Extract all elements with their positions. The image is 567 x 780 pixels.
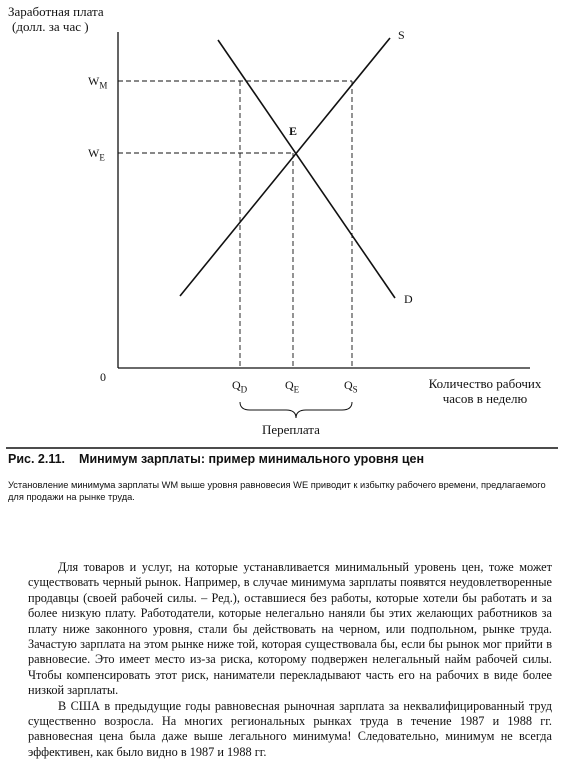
x-axis-label-line2: часов в неделю bbox=[442, 391, 528, 406]
paragraph-1: Для товаров и услуг, на которые устанавливается минимальный уровень цен, тоже может существовать черный рынок. Например, в случае минимума зарплаты появятся неудовлетворенные продавцы (своей рабочей силы. – Ред.), оставшиеся без работы, которые хотели бы работать и за более низкую плату. Работодатели, которые нелегально наняли бы этих желающих работников за плату ниже законного уровня, стали бы действовать на черном, или подпольном, рынке труда. Зачастую зарплата на этом рынке ниже той, которая существовала бы, если бы рынок мог прийти в равновесие. Это имеет место из-за риска, которому подвержен нелегальный найм рабочей силы. Чтобы компенсировать этот риск, наниматели перекладывают часть его на рабочих в виде более низкой зарплаты. bbox=[28, 560, 552, 698]
wm-tick-label: $W_M$ bbox=[88, 74, 108, 91]
equilibrium-label: E bbox=[289, 124, 298, 138]
y-axis-label bbox=[8, 4, 104, 34]
figure-title: Минимум зарплаты: пример минимального уровня цен bbox=[79, 452, 425, 466]
figure-caption-text: Установление минимума зарплаты WM выше уровня равновесия WE приводит к избытку рабочего времени, предлагаемого для продажи на рынке труда. bbox=[8, 480, 546, 502]
qd-tick-label: $Q_D$ bbox=[232, 378, 248, 395]
surplus-brace bbox=[240, 402, 352, 418]
figure-number: Рис. 2.11. bbox=[8, 452, 66, 466]
caption-rule bbox=[6, 447, 558, 449]
surplus-label: Переплата bbox=[262, 422, 320, 437]
demand-curve bbox=[218, 40, 395, 298]
body-text bbox=[28, 560, 552, 760]
y-axis-unit: (долл. за час ) bbox=[12, 19, 89, 34]
we-tick-label: $W_E$ bbox=[88, 146, 105, 163]
supply-curve bbox=[180, 38, 390, 296]
x-axis-label bbox=[410, 376, 560, 406]
supply-label: S bbox=[398, 28, 405, 42]
x-axis-label-line1: Количество рабочих bbox=[428, 376, 542, 391]
y-axis-title: Заработная плата bbox=[8, 4, 104, 19]
paragraph-2: В США в предыдущие годы равновесная рыночная зарплата за неквалифицированный труд существенно возросла. На многих региональных рынках труда в течение 1987 и 1988 гг. равновесная цена была даже выше легального минимума! Следовательно, минимум не всегда эффективен, как было видно в 1987 и 1988 гг. bbox=[28, 698, 552, 759]
demand-label: D bbox=[404, 292, 413, 306]
qs-tick-label: $Q_S$ bbox=[344, 378, 358, 395]
origin-label: 0 bbox=[100, 370, 106, 384]
figure-caption-title bbox=[8, 452, 563, 466]
qe-tick-label: $Q_E$ bbox=[285, 378, 300, 395]
